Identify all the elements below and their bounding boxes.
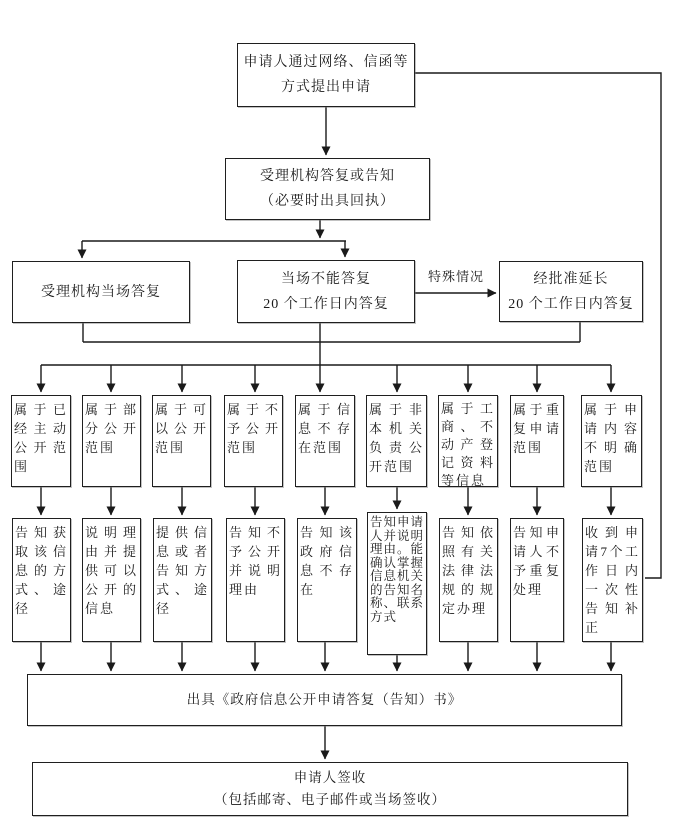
flow-node-onspot-label: 受理机构当场答复 (41, 284, 161, 300)
flow-node-outcome-1: 告知获取该信息的方式、途径 (12, 518, 71, 642)
flow-node-extend-line1: 经批准延长 (533, 271, 609, 287)
flow-node-accept (225, 158, 430, 220)
flow-node-outcome-2: 说明理由并提供可以公开的信息 (82, 518, 141, 642)
flow-node-category-5: 属于信息不存在范围 (295, 395, 355, 487)
flow-node-outcome-8: 告知申请人不予重复处理 (510, 518, 564, 642)
flow-node-apply-line2: 方式提出申请 (281, 80, 371, 95)
flow-node-cannot-line1: 当场不能答复 (281, 271, 371, 287)
flow-node-category-6: 属于非本机关负责公开范围 (366, 395, 427, 487)
flow-node-outcome-4: 告知不予公开并说明理由 (226, 518, 285, 642)
flow-node-cannot-line2: 20 个工作日内答复 (263, 296, 389, 312)
flow-node-category-9: 属于申请内容不明确范围 (581, 395, 642, 487)
flow-node-accept-line1: 受理机构答复或告知 (260, 169, 395, 184)
flow-node-category-8: 属于重复申请范围 (510, 395, 564, 487)
flow-node-outcome-6: 告知申请人并说明理由。能确认掌握信息机关的告知名称、联系方式 (367, 512, 427, 655)
flow-node-outcome-9: 收到申请7个工作日内一次性告知补正 (582, 518, 643, 642)
flow-node-onspot-reply (12, 261, 190, 323)
flow-node-outcome-7: 告知依照有关法律法规的规定办理 (439, 518, 498, 642)
flow-node-outcome-3: 提供信息或者告知方式、途径 (153, 518, 212, 642)
flow-node-outcome-5: 告知该政府信息不存在 (297, 518, 357, 642)
flow-node-category-2: 属于部分公开范围 (82, 395, 141, 487)
flow-node-cannot-reply (237, 260, 415, 323)
flow-node-category-4: 属于不予公开范围 (224, 395, 283, 487)
flow-node-category-1: 属于已经主动公开范围 (11, 395, 71, 487)
flow-node-extend-reply (499, 261, 643, 322)
flow-node-category-7: 属于工商、不动产登记资料等信息 (438, 395, 498, 487)
flow-node-category-3: 属于可以公开范围 (152, 395, 211, 487)
flow-node-apply (237, 43, 415, 107)
special-situation-label: 特殊情况 (427, 269, 484, 284)
flow-node-issue-label: 出具《政府信息公开申请答复（告知）书》 (186, 692, 463, 707)
flow-node-apply-line1: 申请人通过网络、信函等 (243, 55, 409, 70)
flow-node-sign-line1: 申请人签收 (293, 770, 367, 785)
flow-node-extend-line2: 20 个工作日内答复 (508, 296, 634, 312)
flow-node-issue-document (27, 674, 622, 726)
flow-node-accept-line2: （必要时出具回执） (260, 194, 395, 209)
flow-node-applicant-sign (32, 762, 628, 816)
flow-node-sign-line2: （包括邮寄、电子邮件或当场签收） (214, 792, 446, 807)
